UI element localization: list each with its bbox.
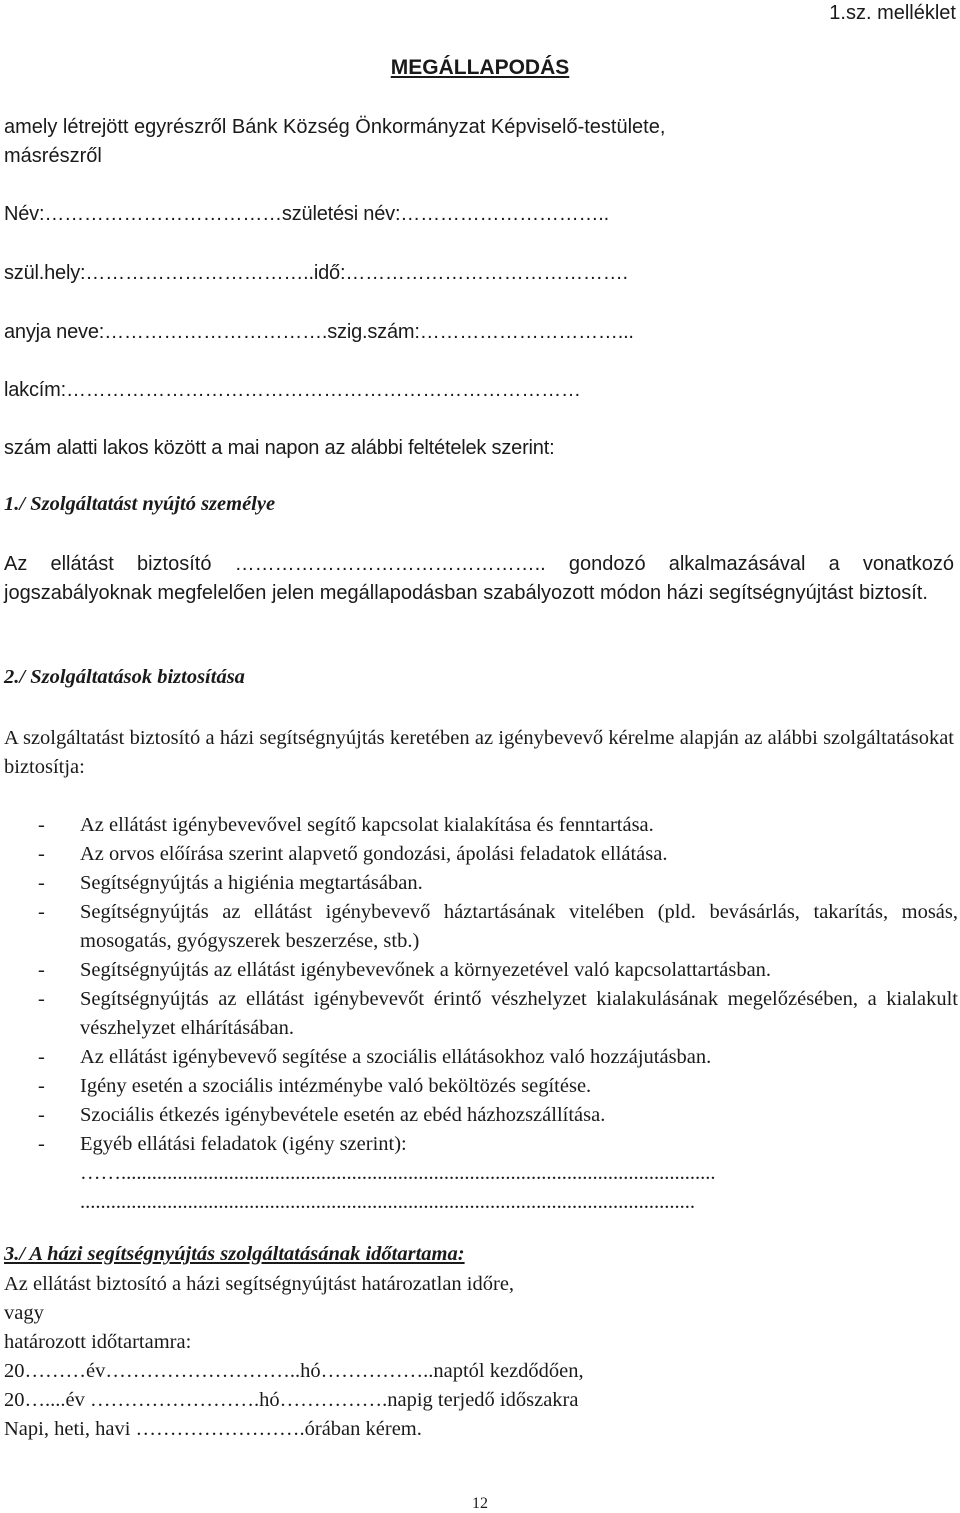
list-item: - Igény esetén a szociális intézménybe való beköltözés segítése. <box>38 1075 592 1097</box>
document-title: MEGÁLLAPODÁS <box>390 56 570 79</box>
section-1-text: Az ellátást biztosító ……………………………………….. gondozó alkalmazásával a vonatkozó jogszabályoknak megfelelően jelen megállapodásban szabályozott módon házi segítségnyújtást biztosít. <box>4 553 954 604</box>
list-item: - Segítségnyújtás az ellátást igénybevevőt érintő vészhelyzet kialakulásának megelőzésében, a kialakult vészhelyzet elhárításában. <box>38 988 958 1039</box>
section-2-text: A szolgáltatást biztosító a házi segítségnyújtás keretében az igénybevevő kérelme alapján az alábbi szolgáltatásokat biztosítja: <box>4 727 954 778</box>
list-item: - Szociális étkezés igénybevétele esetén az ebéd házhozszállítása. <box>38 1104 606 1126</box>
intro-line-1: amely létrejött egyrészről Bánk Község Önkormányzat Képviselő-testülete, <box>4 116 666 138</box>
list-item: - Az ellátást igénybevevővel segítő kapcsolat kialakítása és fenntartása. <box>38 814 654 836</box>
section-3-line-4: 20………év………………………..hó……………..naptól kezdődően, <box>4 1360 584 1382</box>
mother-field-line: anyja neve:…………………………….szig.szám:…………………………... <box>4 321 634 343</box>
intro-line-2: másrészről <box>4 145 102 167</box>
address-field-line: lakcím:…………………………………………………………………… <box>4 379 581 401</box>
services-list <box>38 811 958 1217</box>
list-item: - Segítségnyújtás a higiénia megtartásában. <box>38 872 423 894</box>
list-item: - Egyéb ellátási feladatok (igény szerint): …….................................................................................................................... ........................................................................................................................ <box>38 1130 958 1217</box>
section-3-line-1: Az ellátást biztosító a házi segítségnyújtást határozatlan időre, <box>4 1273 515 1295</box>
section-3-line-6: Napi, heti, havi …………………….órában kérem. <box>4 1418 422 1440</box>
section-1-heading: 1./ Szolgáltatást nyújtó személye <box>4 493 276 515</box>
fill-in-dots-line-1: …….................................................................................................................... <box>80 1162 716 1184</box>
birth-field-line: szül.hely:……………………………..idő:……………………………………. <box>4 262 628 284</box>
name-field-line: Név:………………………………születési név:………………………….. <box>4 203 610 225</box>
fill-in-dots-line-2: ........................................................................................................................ <box>80 1191 695 1213</box>
list-item: - Segítségnyújtás az ellátást igénybevevőnek a környezetével való kapcsolattartásban. <box>38 959 772 981</box>
section-2-heading: 2./ Szolgáltatások biztosítása <box>4 666 245 688</box>
list-item: - Az ellátást igénybevevő segítése a szociális ellátásokhoz való hozzájutásban. <box>38 1046 712 1068</box>
annex-label: 1.sz. melléklet <box>829 2 956 24</box>
list-item: - Segítségnyújtás az ellátást igénybevevő háztartásának vitelében (pld. bevásárlás, takarítás, mosás, mosogatás, gyógyszerek beszerzése, stb.) <box>38 901 958 952</box>
section-3-heading: 3./ A házi segítségnyújtás szolgáltatásának időtartama: <box>4 1243 465 1265</box>
section-3-line-2: vagy <box>4 1302 44 1324</box>
closing-line: szám alatti lakos között a mai napon az alábbi feltételek szerint: <box>4 437 555 459</box>
page-number: 12 <box>472 1495 488 1512</box>
section-3-line-5: 20…....év …………………….hó…………….napig terjedő időszakra <box>4 1389 579 1411</box>
section-3-line-3: határozott időtartamra: <box>4 1331 192 1353</box>
list-item: - Az orvos előírása szerint alapvető gondozási, ápolási feladatok ellátása. <box>38 843 668 865</box>
